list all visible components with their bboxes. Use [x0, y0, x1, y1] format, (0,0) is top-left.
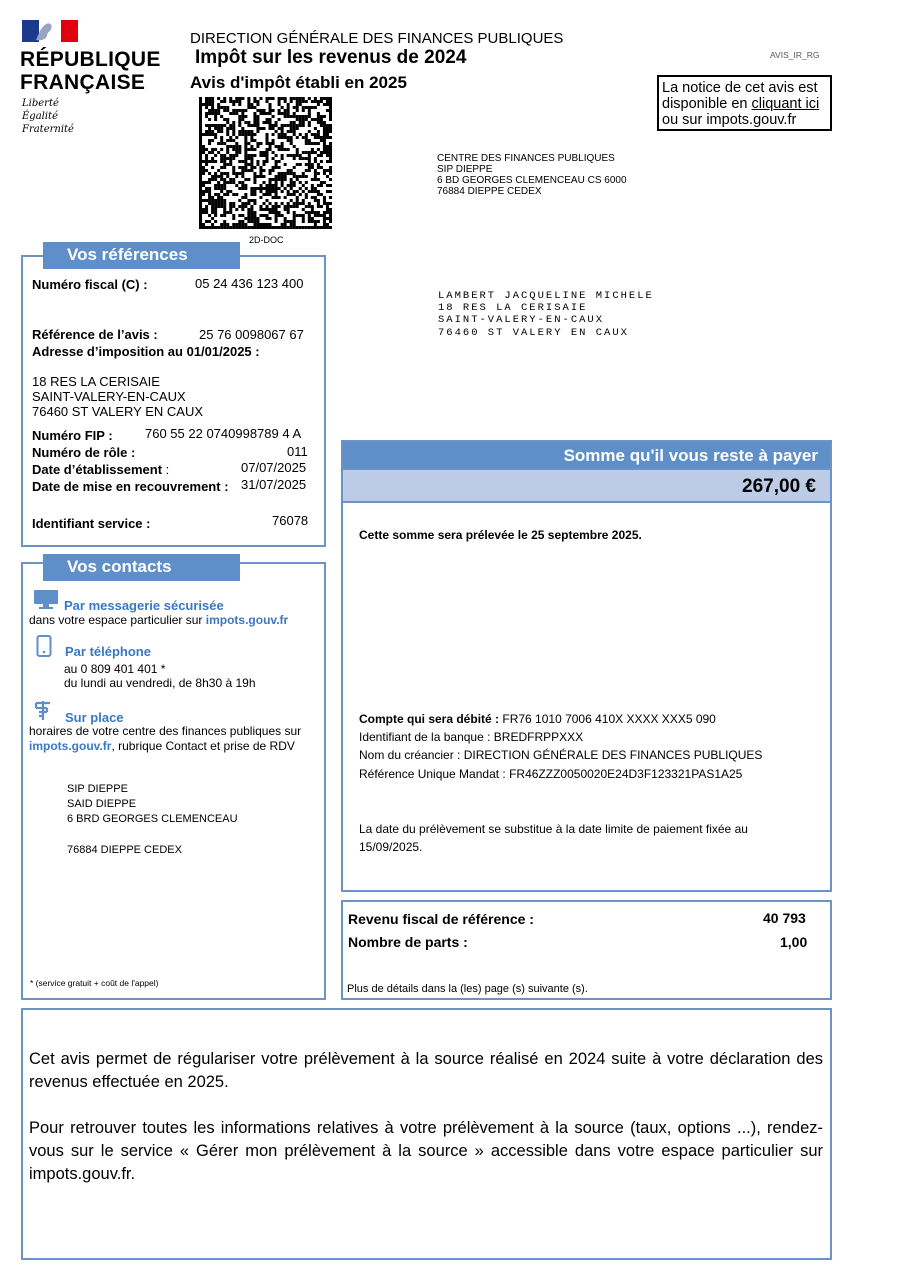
notice-line1: La notice de cet avis est [662, 80, 818, 96]
etab-label: Date d’établissement : [32, 462, 170, 477]
rfr-label: Revenu fiscal de référence : [348, 911, 534, 927]
recipient-line: SAINT-VALERY-EN-CAUX [438, 314, 605, 327]
parts-label: Nombre de parts : [348, 934, 468, 950]
contact-address-line: SAID DIEPPE [67, 798, 137, 810]
page-title: Impôt sur les revenus de 2024 [195, 47, 467, 68]
logo-text-line1: RÉPUBLIQUE [20, 48, 161, 71]
references-tab: Vos références [43, 242, 240, 269]
ref-avis-value: 25 76 0098067 67 [199, 327, 304, 342]
parts-value: 1,00 [780, 934, 808, 950]
page-subtitle: Avis d'impôt établi en 2025 [190, 73, 407, 92]
sender-line: 76884 DIEPPE CEDEX [437, 186, 542, 197]
sender-line: SIP DIEPPE [437, 164, 493, 175]
numero-fiscal-label: Numéro fiscal (C) : [32, 277, 148, 292]
contact-address-line: SIP DIEPPE [67, 783, 128, 795]
role-value: 011 [287, 444, 308, 459]
telephone-hours: du lundi au vendredi, de 8h30 à 19h [64, 676, 256, 690]
messagerie-link[interactable]: impots.gouv.fr [205, 613, 289, 627]
fip-value: 760 55 22 0740998789 4 A [145, 426, 302, 441]
doc-code: AVIS_IR_RG [770, 50, 820, 60]
recipient-address [438, 290, 654, 339]
notice-line3: ou sur impots.gouv.fr [662, 112, 797, 128]
logo-text-line2: FRANÇAISE [20, 71, 146, 94]
numero-fiscal-value: 05 24 436 123 400 [195, 276, 304, 291]
motto-liberte: Liberté [22, 98, 59, 109]
motto-fraternite: Fraternité [22, 124, 74, 135]
recipient-line: LAMBERT JACQUELINE MICHELE [438, 290, 654, 302]
adresse-line: 76460 ST VALERY EN CAUX [32, 404, 204, 419]
adresse-line: SAINT-VALERY-EN-CAUX [32, 389, 186, 404]
messagerie-title: Par messagerie sécurisée [64, 598, 224, 613]
notice-link[interactable]: cliquant ici [751, 96, 820, 112]
sur-place-title: Sur place [65, 710, 124, 725]
contact-address-line: 6 BRD GEORGES CLEMENCEAU [67, 813, 238, 825]
service-label: Identifiant service : [32, 516, 151, 531]
messagerie-text: dans votre espace particulier sur impots.gouv.fr [29, 613, 289, 627]
contact-address [67, 782, 238, 827]
recipient-line: 76460 ST VALERY EN CAUX [438, 326, 629, 339]
republique-francaise-logo [20, 20, 161, 138]
rfr-value: 40 793 [763, 910, 806, 926]
recouv-label: Date de mise en recouvrement : [32, 479, 229, 494]
creancier: Nom du créancier : DIRECTION GÉNÉRALE DES FINANCES PUBLIQUES [359, 748, 763, 762]
recouv-value: 31/07/2025 [241, 477, 307, 492]
sur-place-link[interactable]: impots.gouv.fr [29, 739, 112, 753]
marianne-icon [22, 20, 78, 42]
contacts-tab: Vos contacts [43, 554, 240, 581]
info-paragraph-1: Cet avis permet de régulariser votre prélèvement à la source réalisé en 2024 suite à votre déclaration des revenus effectuée en 2025. [29, 1050, 823, 1091]
prelevement-date: Cette somme sera prélevée le 25 septembre 2025. [359, 528, 642, 542]
payment-note-line2: 15/09/2025. [359, 840, 423, 854]
payment-note-line1: La date du prélèvement se substitue à la date limite de paiement fixée au [359, 822, 748, 836]
sur-place-line1: horaires de votre centre des finances publiques sur [29, 724, 302, 738]
amount-value: 267,00 € [742, 476, 816, 497]
amount-bar [341, 470, 832, 503]
details-note: Plus de détails dans la (les) page (s) suivante (s). [347, 983, 588, 995]
recipient-line: 18 RES LA CERISAIE [438, 302, 588, 315]
fip-label: Numéro FIP : [32, 428, 113, 443]
adresse-label: Adresse d’imposition au 01/01/2025 : [32, 344, 260, 359]
role-label: Numéro de rôle : [32, 445, 136, 460]
etab-value: 07/07/2025 [241, 460, 307, 475]
info-paragraph-2: Pour retrouver toutes les informations relatives à votre prélèvement à la source (taux, options ...), rendez-vous sur le service « Gérer mon prélèvement à la source » accessible dans votre espace particulier sur impots.gouv.fr. [29, 1119, 823, 1183]
notice-line2: disponible en cliquant ici [662, 96, 820, 112]
office-icon [32, 699, 54, 721]
sender-line: 6 BD GEORGES CLEMENCEAU CS 6000 [437, 175, 627, 186]
adresse-line: 18 RES LA CERISAIE [32, 374, 160, 389]
motto-egalite: Égalité [22, 111, 58, 122]
qr-code-icon [199, 97, 332, 229]
ref-avis-label: Référence de l’avis : [32, 327, 158, 342]
contacts-footnote: * (service gratuit + coût de l'appel) [30, 978, 159, 988]
contact-city: 76884 DIEPPE CEDEX [67, 844, 182, 856]
computer-icon [33, 589, 59, 611]
qr-label: 2D-DOC [249, 235, 284, 245]
mandat: Référence Unique Mandat : FR46ZZZ0050020E24D3F123321PAS1A25 [359, 767, 743, 781]
payment-header-text: Somme qu'il vous reste à payer [563, 446, 818, 465]
telephone-title: Par téléphone [65, 644, 151, 659]
sender-address [437, 153, 627, 197]
notice-box [657, 75, 832, 131]
phone-icon [36, 635, 52, 657]
sur-place-line2: impots.gouv.fr, rubrique Contact et prise de RDV [29, 739, 295, 753]
compte-debite: Compte qui sera débité : FR76 1010 7006 410X XXXX XXX5 090 [359, 712, 716, 726]
contacts-panel [21, 562, 326, 1000]
adresse-imposition [32, 374, 203, 419]
direction-title: DIRECTION GÉNÉRALE DES FINANCES PUBLIQUES [190, 30, 564, 47]
banque-id: Identifiant de la banque : BREDFRPPXXX [359, 730, 584, 744]
sender-line: CENTRE DES FINANCES PUBLIQUES [437, 153, 615, 164]
service-value: 76078 [272, 513, 309, 528]
telephone-number: au 0 809 401 401 * [64, 662, 166, 676]
payment-header [341, 440, 832, 470]
